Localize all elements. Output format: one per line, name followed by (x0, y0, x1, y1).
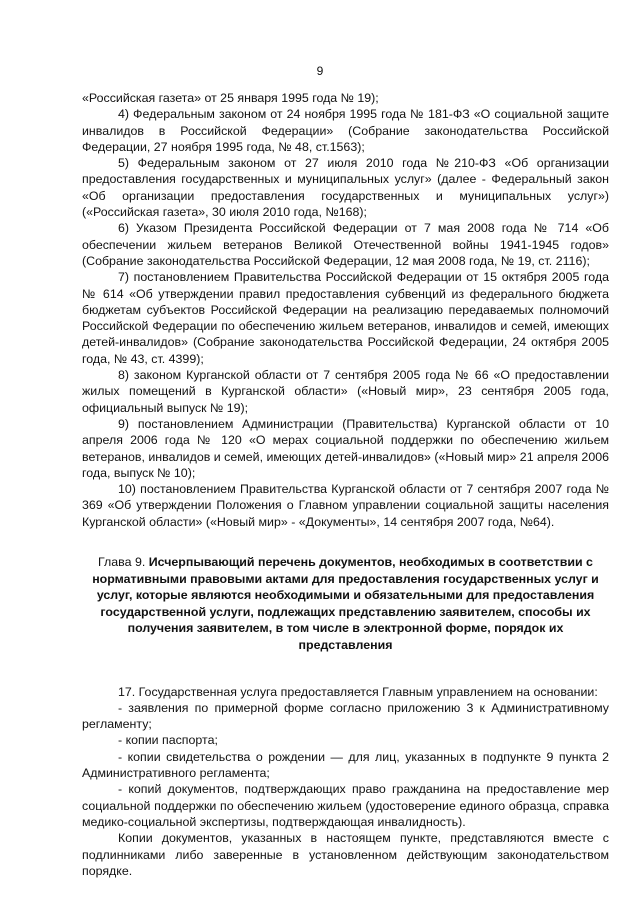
paragraph: 17. Государственная услуга предоставляется Главным управлением на основании: (118, 684, 598, 699)
page-number: 9 (316, 64, 324, 78)
paragraph: «Российская газета» от 25 января 1995 года № 19); (82, 91, 379, 105)
paragraph: 9) постановлением Администрации (Правительства) Курганской области от 10 апреля 2006 года № 120 «О мерах социальной поддержки по обеспечению жильем ветеранов, инвалидов и семей, имеющих детей-инвалидов» («Новый мир» 21 апреля 2006 года, выпуск № 10); (82, 416, 609, 480)
chapter-heading (82, 554, 609, 654)
chapter-title: Исчерпывающий перечень документов, необходимых в соответствии с нормативными правовыми актами для предоставления государственных услуг и услуг, которые являются необходимыми и обязательными для предоставления государственной услуги, подлежащих представлению заявителем, способы их получения заявителем, в том числе в электронной форме, порядок их представления (92, 555, 599, 652)
paragraph: - копии паспорта; (118, 733, 218, 748)
paragraph: - заявления по примерной форме согласно приложению 3 к Административному регламенту; (82, 700, 609, 732)
paragraph: 4) Федеральным законом от 24 ноября 1995 года № 181-ФЗ «О социальной защите инвалидов в Российской Федерации» (Собрание законодательства Российской Федерации, 27 ноября 1995 года, № 48, ст.1563); (82, 107, 609, 154)
chapter-number: Глава 9. (98, 555, 146, 570)
paragraph: - копий документов, подтверждающих право гражданина на предоставление мер социальной поддержки по обеспечению жильем (удостоверение единого образца, справка медико-социальной экспертизы, подтверждающая инвалидность). (82, 782, 609, 829)
document-body (82, 90, 609, 879)
paragraph: 5) Федеральным законом от 27 июля 2010 года №210-ФЗ «Об организации предоставления государственных и муниципальных услуг» (далее - Федеральный закон «Об организации предоставления государственных и муниципальных услуг») («Российская газета», 30 июля 2010 года, №168); (82, 156, 609, 220)
paragraph: 6) Указом Президента Российской Федерации от 7 мая 2008 года № 714 «Об обеспечении жильем ветеранов Великой Отечественной войны 1941-1945 годов» (Собрание законодательства Российской Федерации, 12 мая 2008 года, № 19, ст. 2116); (82, 221, 609, 268)
paragraph: Копии документов, указанных в настоящем пункте, представляются вместе с подлинниками либо заверенные в установленном действующим законодательством порядке. (82, 831, 609, 878)
paragraph: 7) постановлением Правительства Российской Федерации от 15 октября 2005 года № 614 «Об утверждении правил предоставления субвенций из федерального бюджета бюджетам субъектов Российской Федерации на реализацию передаваемых полномочий Российской Федерации по обеспечению жильем ветеранов, инвалидов и семей, имеющих детей-инвалидов» (Собрание законодательства Российской Федерации, 24 октября 2005 года, № 43, ст. 4399); (82, 270, 609, 366)
paragraph: 8) законом Курганской области от 7 сентября 2005 года № 66 «О предоставлении жилых помещений в Курганской области» («Новый мир», 23 сентября 2005 года, официальный выпуск № 19); (82, 368, 609, 415)
paragraph: 10) постановлением Правительства Курганской области от 7 сентября 2007 года № 369 «Об утверждении Положения о Главном управлении социальной защиты населения Курганской области» («Новый мир» - «Документы», 14 сентября 2007 года, №64). (82, 482, 609, 529)
paragraph: - копии свидетельства о рождении — для лиц, указанных в подпункте 9 пункта 2 Административного регламента; (82, 749, 609, 781)
